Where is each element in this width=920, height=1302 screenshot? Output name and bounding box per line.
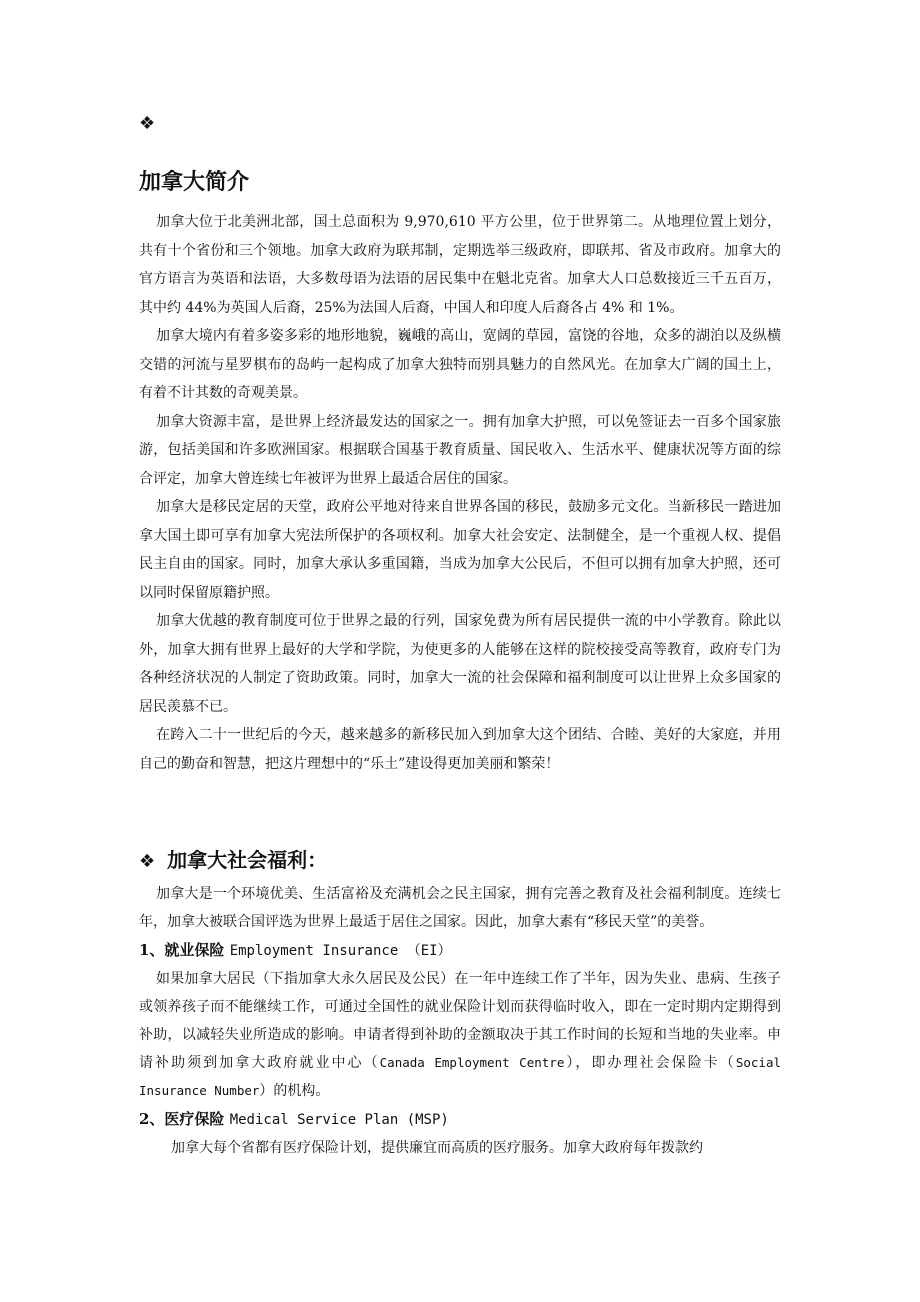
item1-text-b: ），即办理社会保险卡（ [564, 1055, 736, 1071]
item1-heading-en: Employment Insurance （EI） [229, 943, 452, 959]
bullet-icon: ❖ [139, 851, 156, 872]
item1-heading [139, 936, 781, 965]
item2-text: 加拿大每个省都有医疗保险计划，提供廉宜而高质的医疗服务。加拿大政府每年拨款约 [171, 1140, 703, 1156]
item2-heading-cn: 2、医疗保险 [139, 1110, 225, 1128]
item2-heading-en: Medical Service Plan (MSP) [229, 1112, 449, 1128]
item1-text [139, 965, 781, 1105]
intro-paragraph-6: 在跨入二十一世纪后的今天，越来越多的新移民加入到加拿大这个团结、合睦、美好的大家庭，并用自己的勤奋和智慧，把这片理想中的“乐土”建设得更加美丽和繁荣！ [139, 727, 781, 772]
welfare-intro: 加拿大是一个环境优美、生活富裕及充满机会之民主国家，拥有完善之教育及社会福利制度。连续七年，加拿大被联合国评选为世界上最适于居住之国家。因此，加拿大素有“移民天堂”的美誉。 [139, 886, 781, 930]
item1-text-en2: Social Insurance Number [139, 1055, 782, 1098]
intro-paragraph-3: 加拿大资源丰富，是世界上经济最发达的国家之一。拥有加拿大护照，可以免签证去一百多个国家旅游，包括美国和许多欧洲国家。根据联合国基于教育质量、国民收入、生活水平、健康状况等方面的综合评定，加拿大曾连续七年被评为世界上最适合居住的国家。 [139, 413, 781, 487]
intro-paragraph-2: 加拿大境内有着多姿多彩的地形地貌，巍峨的高山，宽阔的草园，富饶的谷地，众多的湖泊以及纵横交错的河流与星罗棋布的岛屿一起构成了加拿大独特而别具魅力的自然风光。在加拿大广阔的国土上，有着不计其数的奇观美景。 [139, 328, 781, 401]
bullet-icon: ❖ [139, 113, 156, 134]
welfare-heading [139, 845, 327, 877]
welfare-title: 加拿大社会福利： [167, 848, 328, 872]
welfare-section [139, 880, 781, 1162]
item1-text-en1: Canada Employment Centre [379, 1055, 565, 1070]
item1-text-a: 如果加拿大居民（下指加拿大永久居民及公民）在一年中连续工作了半年，因为失业、患病、生孩子或领养孩子而不能继续工作，可通过全国性的就业保险计划而获得临时收入，即在一定时期内定期得到补助，以减轻失业所造成的影响。申请者得到补助的金额取决于其工作时间的长短和当地的失业率。申请补助须到加拿大政府就业中心（ [139, 971, 781, 1071]
item1-heading-cn: 1、就业保险 [139, 941, 225, 959]
intro-paragraph-1: 加拿大位于北美洲北部，国土总面积为 9,970,610 平方公里，位于世界第二。从地理位置上划分，共有十个省份和三个领地。加拿大政府为联邦制，定期选举三级政府，即联邦、省及市政府。加拿大的官方语言为英语和法语，大多数母语为法语的居民集中在魁北克省。加拿大人口总数接近三千五百万，其中约 44%为英国人后裔，25%为法国人后裔，中国人和印度人后裔各占 4% 和 1%。 [139, 214, 781, 316]
page-title: 加拿大简介 [139, 170, 250, 195]
intro-paragraph-4: 加拿大是移民定居的天堂，政府公平地对待来自世界各国的移民，鼓励多元文化。当新移民一踏进加拿大国土即可享有加拿大宪法所保护的各项权利。加拿大社会安定、法制健全，是一个重视人权、提倡民主自由的国家。同时，加拿大承认多重国籍，当成为加拿大公民后，不但可以拥有加拿大护照，还可以同时保留原籍护照。 [139, 499, 781, 601]
intro-section [139, 208, 781, 778]
intro-paragraph-5: 加拿大优越的教育制度可位于世界之最的行列，国家免费为所有居民提供一流的中小学教育。除此以外，加拿大拥有世界上最好的大学和学院，为使更多的人能够在这样的院校接受高等教育，政府专门为各种经济状况的人制定了资助政策。同时，加拿大一流的社会保障和福利制度可以让世界上众多国家的居民羡慕不已。 [139, 613, 781, 715]
item1-text-c: ）的机构。 [259, 1083, 330, 1099]
item2-heading [139, 1105, 781, 1134]
